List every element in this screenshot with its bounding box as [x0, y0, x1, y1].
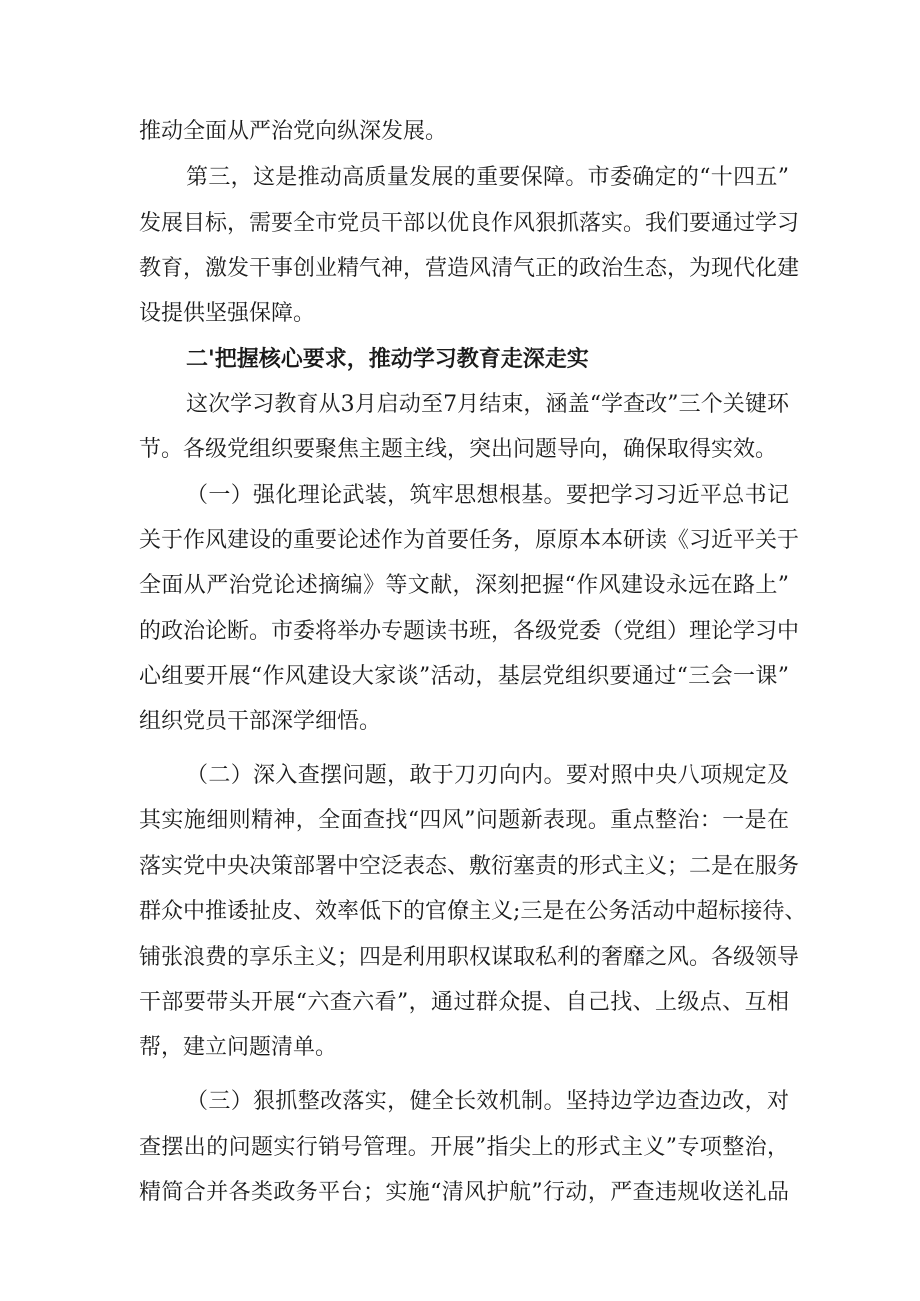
- paragraph-line: 群众中推诿扯皮、效率低下的官僚主义;三是在公务活动中超标接待、: [139, 899, 807, 924]
- paragraph-line: 第三，这是推动高质量发展的重要保障。市委确定的“十四五”: [186, 165, 789, 190]
- paragraph-line: 发展目标，需要全市党员干部以优良作风狠抓落实。我们要通过学习: [139, 211, 800, 236]
- paragraph-line: 节。各级党组织要聚焦主题主线，突出问题导向，确保取得实效。: [139, 437, 778, 462]
- paragraph-line: （一）强化理论武装，筑牢思想根基。要把学习习近平总书记: [186, 483, 789, 508]
- paragraph-line: 精简合并各类政务平台；实施“清风护航”行动，严查违规收送礼品: [139, 1180, 789, 1205]
- paragraph-line: 其实施细则精神，全面查找“四风”问题新表现。重点整治：一是在: [139, 808, 789, 833]
- paragraph-line: 设提供坚强保障。: [139, 301, 316, 326]
- paragraph-line: 全面从严治党论述摘编》等文献，深刻把握“作风建设永远在路上”: [139, 573, 789, 598]
- section-heading: 二'把握核心要求，推动学习教育走深走实: [186, 347, 589, 372]
- paragraph-line: 教育，激发干事创业精气神，营造风清气正的政治生态，为现代化建: [139, 256, 800, 281]
- paragraph-line: 关于作风建设的重要论述作为首要任务，原原本本研读《习近平关于: [139, 528, 800, 553]
- paragraph-line: 铺张浪费的享乐主义；四是利用职权谋取私利的奢靡之风。各级领导: [139, 945, 800, 970]
- paragraph-line: 干部要带头开展“六查六看”，通过群众提、自己找、上级点、互相: [139, 990, 789, 1015]
- paragraph-line: 组织党员干部深学细悟。: [139, 709, 382, 734]
- paragraph-line: 这次学习教育从3月启动至7月结束，涵盖“学查改”三个关键环: [186, 392, 789, 417]
- paragraph-line: 心组要开展“作风建设大家谈”活动，基层党组织要通过“三会一课”: [139, 664, 789, 689]
- paragraph-line: 的政治论断。市委将举办专题读书班，各级党委（党组）理论学习中: [139, 619, 800, 644]
- paragraph-line: （三）狠抓整改落实，健全长效机制。坚持边学边查边改，对: [186, 1089, 789, 1114]
- paragraph-line: 帮，建立问题清单。: [139, 1035, 338, 1060]
- paragraph-line: 推动全面从严治党向纵深发展。: [139, 119, 448, 144]
- paragraph-line: 落实党中央决策部署中空泛表态、敷衍塞责的形式主义；二是在服务: [139, 854, 800, 879]
- paragraph-line: 查摆出的问题实行销号管理。开展”指尖上的形式主义”专项整治，: [139, 1135, 789, 1160]
- paragraph-line: （二）深入查摆问题，敢于刀刃向内。要对照中央八项规定及: [186, 763, 789, 788]
